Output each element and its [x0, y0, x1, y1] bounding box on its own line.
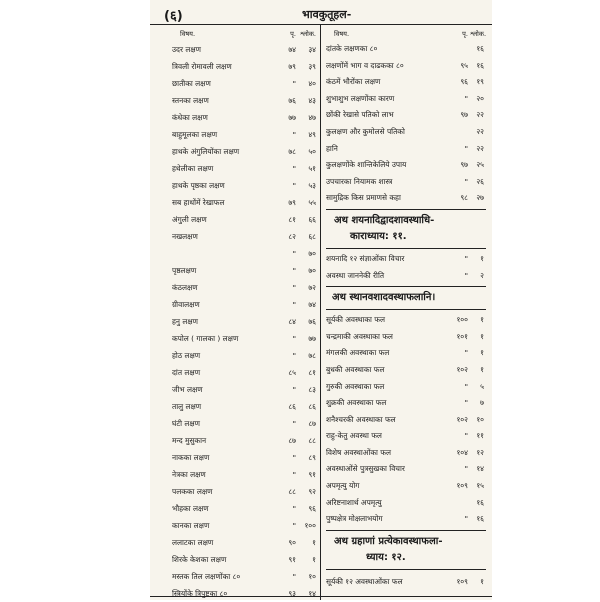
entry-page: "	[292, 419, 296, 428]
entry-shloka: ८८	[308, 436, 316, 445]
entry-topic: शुक्रकी अवस्थाका फल	[326, 398, 387, 408]
page-number: (६)	[164, 9, 183, 24]
index-entry	[172, 126, 318, 143]
entry-topic: तालु लक्षण	[172, 402, 202, 411]
index-entry	[172, 415, 318, 432]
section-rule	[326, 309, 486, 310]
topic-heading: विषय.	[180, 30, 196, 38]
right-entry-list-bottom	[326, 312, 486, 528]
index-entry	[326, 329, 486, 346]
entry-shloka: २	[480, 270, 484, 280]
entry-page: ९१	[288, 555, 296, 564]
entry-page: १०१	[456, 331, 468, 341]
index-entry	[326, 461, 486, 478]
entry-shloka: २७	[476, 193, 484, 203]
entry-shloka: ८७	[308, 419, 316, 428]
entry-shloka: ८९	[308, 453, 316, 462]
entry-topic: हथेलीका लक्षण	[172, 164, 214, 173]
entry-topic: त्रिवली रोमावली लक्षण	[172, 62, 232, 71]
entry-shloka: १००	[304, 521, 316, 530]
index-entry	[326, 572, 486, 592]
entry-shloka: ३४	[308, 45, 316, 54]
index-entry	[172, 109, 318, 126]
entry-shloka: १	[480, 331, 484, 341]
entry-shloka: ७०	[308, 249, 316, 258]
entry-page: ७९	[288, 62, 296, 71]
chapter-heading-11	[326, 212, 486, 246]
index-entry	[326, 428, 486, 445]
index-entry	[172, 92, 318, 109]
index-entry	[172, 143, 318, 160]
right-entry-list-mid	[326, 251, 486, 284]
entry-shloka: २२	[476, 126, 484, 136]
chapter-heading-line: अथ शयनादिद्वादशावस्थाधि-	[334, 214, 435, 226]
entry-page: ८४	[288, 317, 296, 326]
entry-page: ७४	[288, 45, 296, 54]
entry-page: "	[464, 93, 468, 103]
entry-page: "	[292, 385, 296, 394]
entry-shloka: १	[480, 576, 484, 586]
index-entry	[326, 312, 486, 329]
index-entry	[326, 379, 486, 396]
entry-shloka: ४३	[308, 96, 316, 105]
entry-topic: मंगलकी अवस्थाका फल	[326, 348, 390, 358]
entry-topic: मन्द मुसुकान	[172, 436, 207, 445]
index-entry	[326, 395, 486, 412]
entry-shloka: १	[480, 315, 484, 325]
entry-shloka: ७६	[308, 317, 316, 326]
entry-page: "	[464, 398, 468, 408]
entry-topic: हाथके पृष्ठका लक्षण	[172, 181, 225, 190]
section-rule	[326, 248, 486, 249]
entry-shloka: १६	[476, 60, 484, 70]
entry-page: ७६	[288, 96, 296, 105]
entry-topic: छोंकी रेखासे पतिको लाभ	[326, 110, 394, 120]
section-rule	[326, 286, 486, 287]
entry-page: १०९	[456, 576, 468, 586]
topic-heading: विषय.	[334, 30, 350, 38]
right-index-column	[326, 27, 486, 592]
index-entry	[172, 313, 318, 330]
index-entry	[172, 41, 318, 58]
entry-shloka: ५१	[308, 164, 316, 173]
index-entry	[172, 534, 318, 551]
entry-topic: हाथके अंगुलियोंका लक्षण	[172, 147, 240, 156]
entry-shloka: ९२	[308, 487, 316, 496]
entry-shloka: ६८	[308, 232, 316, 241]
entry-topic: पलकका लक्षण	[172, 487, 213, 496]
entry-page: ८१	[288, 215, 296, 224]
entry-page: ९७	[460, 110, 468, 120]
entry-page: "	[292, 164, 296, 173]
entry-topic: छातीका लक्षण	[172, 79, 211, 88]
entry-topic: शनैश्चरकी अवस्थाका फल	[326, 414, 396, 424]
left-entry-list	[172, 41, 318, 602]
index-entry	[326, 445, 486, 462]
index-entry	[172, 381, 318, 398]
entry-page: १०४	[456, 447, 468, 457]
entry-shloka: १	[480, 348, 484, 358]
index-entry	[326, 58, 486, 75]
entry-shloka: ११	[476, 431, 484, 441]
page-header	[150, 4, 492, 26]
entry-topic: सामुद्रिक किस प्रमाणसे कहा	[326, 193, 401, 203]
index-entry	[326, 268, 486, 285]
index-entry	[172, 245, 318, 262]
entry-topic: स्तनका लक्षण	[172, 96, 209, 105]
page-heading: पृ.	[290, 30, 296, 38]
entry-topic: कंठलक्षण	[172, 283, 198, 292]
entry-page: ९०	[288, 538, 296, 547]
entry-shloka: ७४	[308, 300, 316, 309]
index-entry	[172, 364, 318, 381]
entry-shloka: ७०	[308, 266, 316, 275]
entry-shloka: ६६	[308, 215, 316, 224]
entry-topic: चन्द्रमाकी अवस्थाका फल	[326, 331, 393, 341]
entry-topic: कंधेका लक्षण	[172, 113, 208, 122]
entry-page: "	[464, 176, 468, 186]
page-heading: पृ.	[462, 30, 468, 38]
index-entry	[326, 91, 486, 108]
entry-shloka: ५३	[308, 181, 316, 190]
entry-shloka: १	[480, 253, 484, 263]
entry-shloka: १६	[476, 44, 484, 53]
section-rule	[326, 569, 486, 570]
entry-topic: नाकका लक्षण	[172, 453, 210, 462]
entry-topic: अवस्था जाननेकी रीति	[326, 270, 385, 280]
entry-topic: हनु लक्षण	[172, 317, 199, 326]
index-entry	[172, 585, 318, 602]
entry-page: "	[292, 351, 296, 360]
index-entry	[326, 157, 486, 174]
index-entry	[172, 432, 318, 449]
entry-page: "	[464, 348, 468, 358]
entry-topic: अवस्थाओंसे पुत्रसुखका विचार	[326, 464, 405, 474]
entry-page: ७८	[288, 147, 296, 156]
entry-shloka: ४७	[308, 113, 316, 122]
index-entry	[172, 194, 318, 211]
entry-topic: नेत्रका लक्षण	[172, 470, 206, 479]
entry-shloka: ७८	[308, 351, 316, 360]
index-entry	[172, 568, 318, 585]
index-entry	[172, 500, 318, 517]
index-entry	[326, 478, 486, 495]
entry-topic: सूर्यकी अवस्थाका फल	[326, 315, 385, 325]
index-entry	[172, 75, 318, 92]
index-entry	[326, 345, 486, 362]
entry-page: ७९	[288, 198, 296, 207]
index-entry	[326, 174, 486, 191]
entry-page: ८५	[288, 368, 296, 377]
entry-page: ९८	[460, 193, 468, 203]
entry-page: "	[292, 334, 296, 343]
chapter-heading-line: अथ ग्रहाणां प्रत्येकावस्थाफला-	[334, 535, 443, 547]
entry-shloka: ५०	[308, 147, 316, 156]
entry-page: "	[292, 249, 296, 258]
entry-topic: राहु-केतु अवस्था फल	[326, 431, 382, 441]
entry-shloka: ८६	[308, 402, 316, 411]
column-divider	[320, 24, 321, 600]
entry-page: ९६	[460, 77, 468, 87]
index-entry	[172, 466, 318, 483]
entry-shloka: ३९	[308, 62, 316, 71]
entry-shloka: १४	[308, 589, 316, 598]
entry-page: ८८	[288, 487, 296, 496]
entry-shloka: ४९	[308, 130, 316, 139]
entry-shloka: १२	[476, 447, 484, 457]
entry-page: "	[464, 270, 468, 280]
index-entry	[326, 141, 486, 158]
entry-shloka: ८१	[308, 368, 316, 377]
entry-topic: विशेष अवस्थाओंका फल	[326, 447, 391, 457]
entry-shloka: ७७	[308, 334, 316, 343]
entry-topic: स्त्रियोंके त्रिपुष्टका ८०	[172, 589, 228, 598]
index-entry	[172, 517, 318, 534]
book-page	[150, 0, 492, 600]
index-entry	[172, 551, 318, 568]
index-entry	[172, 296, 318, 313]
entry-topic: गुरुकी अवस्थाका फल	[326, 381, 385, 391]
entry-shloka: ५५	[308, 198, 316, 207]
entry-topic: पृष्ठलक्षण	[172, 266, 197, 275]
entry-topic: कपोल ( गालका ) लक्षण	[172, 334, 239, 343]
entry-page: "	[292, 79, 296, 88]
index-entry	[326, 495, 486, 512]
entry-page: ८७	[288, 436, 296, 445]
entry-shloka: १	[480, 364, 484, 374]
entry-topic: हानि	[326, 143, 338, 153]
entry-shloka: २६	[476, 176, 484, 186]
entry-shloka: १५	[476, 481, 484, 491]
entry-page: "	[292, 300, 296, 309]
entry-page: १०९	[456, 481, 468, 491]
entry-shloka: २५	[476, 160, 484, 170]
index-entry	[172, 330, 318, 347]
entry-page: "	[292, 283, 296, 292]
header-rule	[150, 24, 492, 25]
entry-shloka: ५	[480, 381, 484, 391]
entry-page: १०२	[456, 414, 468, 424]
entry-page: "	[464, 143, 468, 153]
entry-topic: अपमृत्यु योग	[326, 481, 360, 491]
running-title: भावकुतूहल-	[302, 8, 352, 21]
entry-page: ९५	[460, 60, 468, 70]
entry-topic: दांतके लक्षणका ८०	[326, 44, 378, 53]
entry-shloka: ९१	[308, 470, 316, 479]
entry-topic: कंठमें भौरोंका लक्षण	[326, 77, 381, 87]
entry-topic: बाहुमूलका लक्षण	[172, 130, 218, 139]
entry-page: १००	[456, 315, 468, 325]
index-entry	[172, 449, 318, 466]
index-entry	[172, 483, 318, 500]
entry-shloka: १०	[308, 572, 316, 581]
entry-topic: घंटी लक्षण	[172, 419, 201, 428]
entry-shloka: १४	[476, 464, 484, 474]
index-entry	[326, 124, 486, 141]
index-entry	[326, 362, 486, 379]
entry-page: "	[464, 431, 468, 441]
entry-topic: कानका लक्षण	[172, 521, 210, 530]
shloka-heading: श्लोक.	[299, 30, 316, 38]
entry-page: "	[292, 470, 296, 479]
left-index-column	[172, 27, 318, 602]
entry-topic: भौहका लक्षण	[172, 504, 209, 513]
entry-shloka: १६	[476, 497, 484, 507]
entry-page: "	[292, 266, 296, 275]
entry-shloka: १	[312, 555, 316, 564]
entry-topic: जीभ लक्षण	[172, 385, 203, 394]
index-entry	[172, 347, 318, 364]
entry-page: ७७	[288, 113, 296, 122]
index-entry	[326, 251, 486, 268]
entry-shloka: ७२	[308, 283, 316, 292]
entry-shloka: ९६	[308, 504, 316, 513]
entry-page: ९७	[460, 160, 468, 170]
entry-page: "	[292, 504, 296, 513]
entry-shloka: २०	[476, 93, 484, 103]
entry-shloka: १६	[476, 514, 484, 524]
section-heading-line: अथ स्थानवशादवस्थाफलानि।	[332, 292, 436, 304]
index-entry	[172, 58, 318, 75]
entry-topic: सब हाथोंमें रेखाफल	[172, 198, 225, 207]
entry-shloka: १	[312, 538, 316, 547]
index-entry	[172, 279, 318, 296]
shloka-heading: श्लोक.	[470, 30, 487, 38]
entry-topic: नखलक्षण	[172, 232, 198, 241]
index-entry	[326, 190, 486, 207]
entry-topic: मस्तक तिल लक्षणोंका ८०	[172, 572, 241, 581]
index-entry	[172, 398, 318, 415]
entry-page: "	[464, 464, 468, 474]
entry-page: "	[464, 381, 468, 391]
entry-topic: उपचारका नियामक शास्त्र	[326, 176, 393, 186]
section-rule	[326, 530, 486, 531]
entry-topic: कुलक्षणोंके शान्तिकेलिये उपाय	[326, 160, 407, 170]
entry-topic: लक्षणोंमें भाग व दाढकका ८०	[326, 60, 404, 70]
entry-page: "	[292, 453, 296, 462]
index-entry	[172, 160, 318, 177]
right-entry-list-top	[326, 41, 486, 207]
entry-page: "	[292, 521, 296, 530]
left-column-header	[172, 27, 318, 41]
index-entry	[326, 74, 486, 91]
entry-shloka: ७	[480, 398, 484, 408]
entry-shloka: १९	[476, 77, 484, 87]
index-entry	[172, 177, 318, 194]
entry-topic: कुलक्षण और कुमोलसे पतिको	[326, 126, 405, 136]
entry-topic: दांत लक्षण	[172, 368, 201, 377]
entry-topic: अंगुली लक्षण	[172, 215, 207, 224]
entry-shloka: ४०	[308, 79, 316, 88]
entry-page: १०२	[456, 364, 468, 374]
index-entry	[172, 262, 318, 279]
entry-page: "	[464, 514, 468, 524]
entry-topic: होठ लक्षण	[172, 351, 201, 360]
entry-page: "	[292, 130, 296, 139]
index-entry	[172, 228, 318, 245]
entry-topic: शयनादि १२ संज्ञाओंका विचार	[326, 253, 405, 263]
index-entry	[172, 211, 318, 228]
section-heading-sthana	[326, 289, 486, 307]
entry-topic: उदर लक्षण	[172, 45, 202, 54]
entry-topic: बुधकी अवस्थाका फल	[326, 364, 385, 374]
section-rule	[326, 209, 486, 210]
right-column-header	[326, 27, 486, 41]
entry-topic: अरिष्टनाशार्थ अपमृत्यु	[326, 497, 382, 507]
entry-topic: पुष्पक्षेत्र मोक्षलाभयोग	[326, 514, 383, 524]
entry-topic: शुभाशुभ लक्षणोंका कारण	[326, 93, 395, 103]
entry-shloka: २२	[476, 143, 484, 153]
entry-page: "	[292, 181, 296, 190]
entry-shloka: ८३	[308, 385, 316, 394]
entry-page: "	[464, 253, 468, 263]
chapter-heading-line: काराध्याय: ११.	[350, 230, 407, 242]
chapter-heading-12	[326, 533, 486, 567]
entry-topic: शिरके केशका लक्षण	[172, 555, 227, 564]
entry-shloka: २२	[476, 110, 484, 120]
index-entry	[326, 41, 486, 58]
entry-topic: ललाटका लक्षण	[172, 538, 214, 547]
index-entry	[326, 107, 486, 124]
index-entry	[326, 412, 486, 429]
entry-page: ८६	[288, 402, 296, 411]
chapter-heading-line: ध्याय: १२.	[366, 551, 406, 563]
entry-page: ८२	[288, 232, 296, 241]
index-entry	[326, 511, 486, 528]
entry-page: ९३	[288, 589, 296, 598]
entry-page: "	[292, 572, 296, 581]
entry-topic: सूर्यकी १२ अवस्थाओंका फल	[326, 576, 403, 586]
entry-topic: ग्रीवालक्षण	[172, 300, 200, 309]
entry-shloka: १०	[476, 414, 484, 424]
